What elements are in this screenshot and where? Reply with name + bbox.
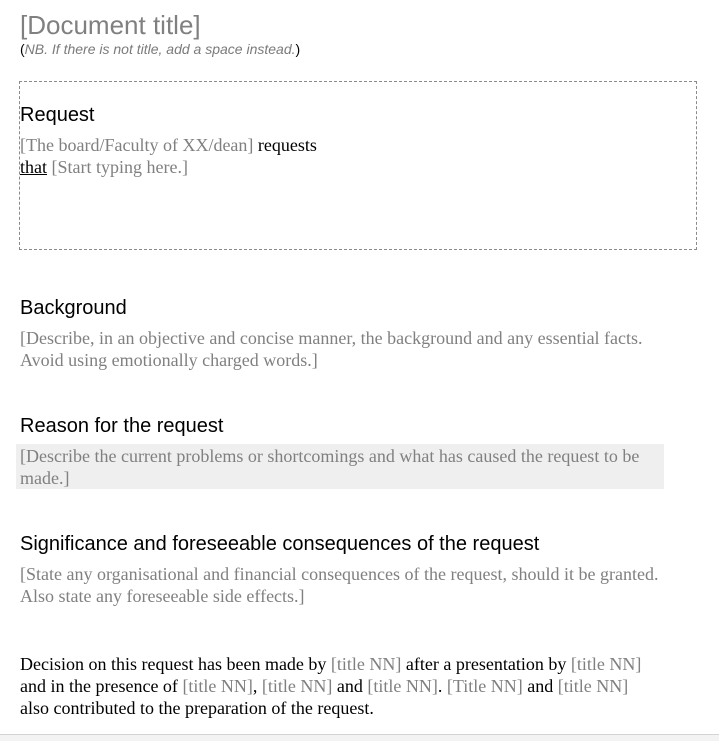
decision-title-placeholder-4[interactable]: [title NN] (261, 676, 333, 696)
decision-title-placeholder-3[interactable]: [title NN] (182, 676, 253, 696)
document-title-placeholder[interactable]: [Document title] (20, 10, 201, 40)
decision-title-placeholder-6[interactable]: [Title NN] (446, 676, 523, 696)
decision-text-1: Decision on this request has been made by (20, 654, 331, 674)
requests-text: requests (253, 135, 317, 155)
background-heading: Background (20, 297, 127, 319)
document-title-note (20, 40, 300, 58)
background-placeholder[interactable]: [Describe, in an objective and concise manner, the background and any essential facts. Avoid using emotionally charged words.] (20, 328, 643, 370)
note-text: NB. If there is not title, add a space instead. (24, 41, 296, 57)
reason-heading: Reason for the request (20, 415, 224, 437)
that-text: that (20, 157, 47, 177)
decision-separator-1: , (252, 676, 262, 696)
decision-text-7: also contributed to the preparation of the request. (20, 698, 374, 718)
decision-text-6: and (522, 676, 558, 696)
decision-title-placeholder-1[interactable]: [title NN] (330, 654, 402, 674)
reason-placeholder[interactable]: [Describe the current problems or shortcomings and what has caused the request to be made.] (20, 446, 640, 488)
significance-placeholder[interactable]: [State any organisational and financial consequences of the request, should it be granted. Also state any foreseeable side effects.] (20, 564, 659, 606)
request-line-2[interactable] (20, 156, 188, 178)
start-typing-placeholder[interactable]: [Start typing here.] (47, 157, 188, 177)
request-line-1[interactable] (20, 134, 317, 156)
note-open-paren: ( (20, 41, 25, 57)
page-bottom-edge (0, 734, 719, 741)
decision-title-placeholder-2[interactable]: [title NN] (570, 654, 642, 674)
decision-text-3: and in the presence of (20, 676, 183, 696)
decision-title-placeholder-7[interactable]: [title NN] (557, 676, 629, 696)
request-heading: Request (20, 104, 95, 126)
decision-text-4: and (332, 676, 368, 696)
decision-text-5: . (437, 676, 447, 696)
note-close-paren: ) (295, 41, 301, 57)
requester-placeholder[interactable]: [The board/Faculty of XX/dean] (20, 135, 254, 155)
decision-title-placeholder-5[interactable]: [title NN] (367, 676, 438, 696)
significance-heading: Significance and foreseeable consequences of the request (20, 533, 540, 555)
decision-paragraph (20, 653, 660, 719)
decision-text-2: after a presentation by (401, 654, 571, 674)
